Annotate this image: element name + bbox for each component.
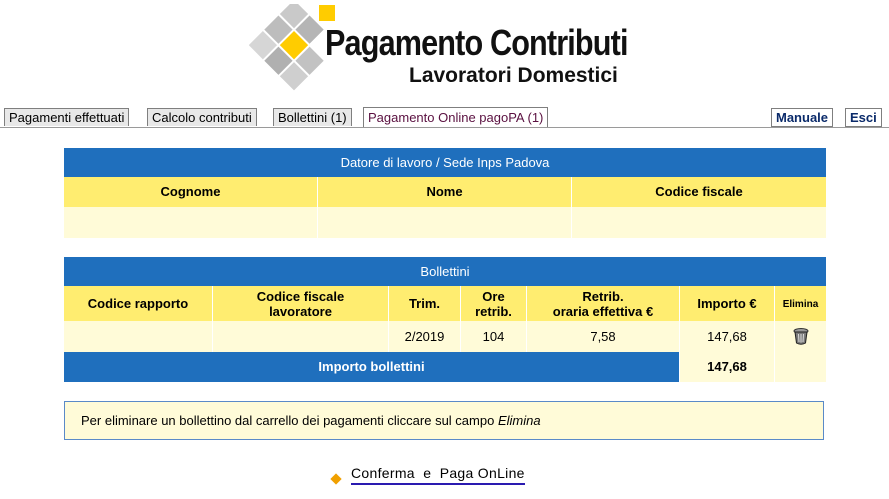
employer-header-row bbox=[64, 177, 826, 207]
header-line: oraria effettiva € bbox=[552, 304, 654, 319]
column-header-codice-fiscale: Codice fiscale bbox=[572, 177, 826, 207]
cell-trim: 2/2019 bbox=[389, 321, 461, 352]
tab-pagamenti-effettuati[interactable]: Pagamenti effettuati bbox=[4, 108, 129, 126]
table-row bbox=[64, 321, 826, 352]
column-header-codice-rapporto: Codice rapporto bbox=[64, 286, 213, 321]
tab-calcolo-contributi[interactable]: Calcolo contributi bbox=[147, 108, 257, 126]
page-title: Pagamento Contributi bbox=[325, 22, 628, 63]
total-empty-cell bbox=[775, 352, 826, 382]
bollettini-table-title: Bollettini bbox=[64, 257, 826, 286]
employer-cognome-value bbox=[64, 207, 318, 238]
bollettini-header-row bbox=[64, 286, 826, 321]
bollettini-table bbox=[64, 257, 826, 382]
tab-bollettini[interactable]: Bollettini (1) bbox=[273, 108, 352, 126]
cell-importo: 147,68 bbox=[680, 321, 775, 352]
total-value: 147,68 bbox=[680, 352, 775, 382]
cell-codice-fiscale-lavoratore bbox=[213, 321, 389, 352]
employer-codice-fiscale-value bbox=[572, 207, 826, 238]
column-header-cognome: Cognome bbox=[64, 177, 318, 207]
cell-retrib-oraria: 7,58 bbox=[527, 321, 680, 352]
header-line: Retrib. bbox=[582, 289, 624, 304]
trash-can-icon[interactable] bbox=[793, 328, 809, 345]
cell-codice-rapporto bbox=[64, 321, 213, 352]
header-line: Codice fiscale bbox=[256, 289, 345, 304]
table-row bbox=[64, 207, 826, 238]
exit-button[interactable]: Esci bbox=[845, 108, 882, 127]
column-header-nome: Nome bbox=[318, 177, 572, 207]
info-emphasis: Elimina bbox=[497, 413, 541, 428]
page-subtitle: Lavoratori Domestici bbox=[409, 64, 618, 87]
cell-elimina[interactable] bbox=[775, 321, 826, 352]
column-header-ore-retrib bbox=[461, 286, 527, 321]
info-message bbox=[64, 401, 824, 440]
header-line: lavoratore bbox=[269, 304, 332, 319]
employer-table-title: Datore di lavoro / Sede Inps Padova bbox=[64, 148, 826, 177]
header-line: Ore bbox=[482, 289, 505, 304]
total-label: Importo bollettini bbox=[64, 352, 680, 382]
column-header-retrib-oraria bbox=[527, 286, 680, 321]
column-header-importo: Importo € bbox=[680, 286, 775, 321]
tab-pagamento-online[interactable]: Pagamento Online pagoPA (1) bbox=[363, 107, 548, 127]
column-header-trim: Trim. bbox=[389, 286, 461, 321]
employer-table bbox=[64, 148, 826, 238]
total-row bbox=[64, 352, 826, 382]
employer-nome-value bbox=[318, 207, 572, 238]
cell-ore-retrib: 104 bbox=[461, 321, 527, 352]
tab-bar bbox=[0, 107, 889, 128]
app-logo bbox=[249, 4, 649, 92]
column-header-codice-fiscale-lavoratore bbox=[213, 286, 389, 321]
confirm-pay-online-label[interactable]: Conferma e Paga OnLine bbox=[351, 465, 525, 485]
diamond-bullet-icon bbox=[330, 473, 341, 484]
manual-button[interactable]: Manuale bbox=[771, 108, 833, 127]
header-line: retrib. bbox=[475, 304, 512, 319]
info-text: Per eliminare un bollettino dal carrello dei pagamenti cliccare sul campo bbox=[81, 413, 498, 428]
column-header-elimina: Elimina bbox=[775, 286, 826, 321]
